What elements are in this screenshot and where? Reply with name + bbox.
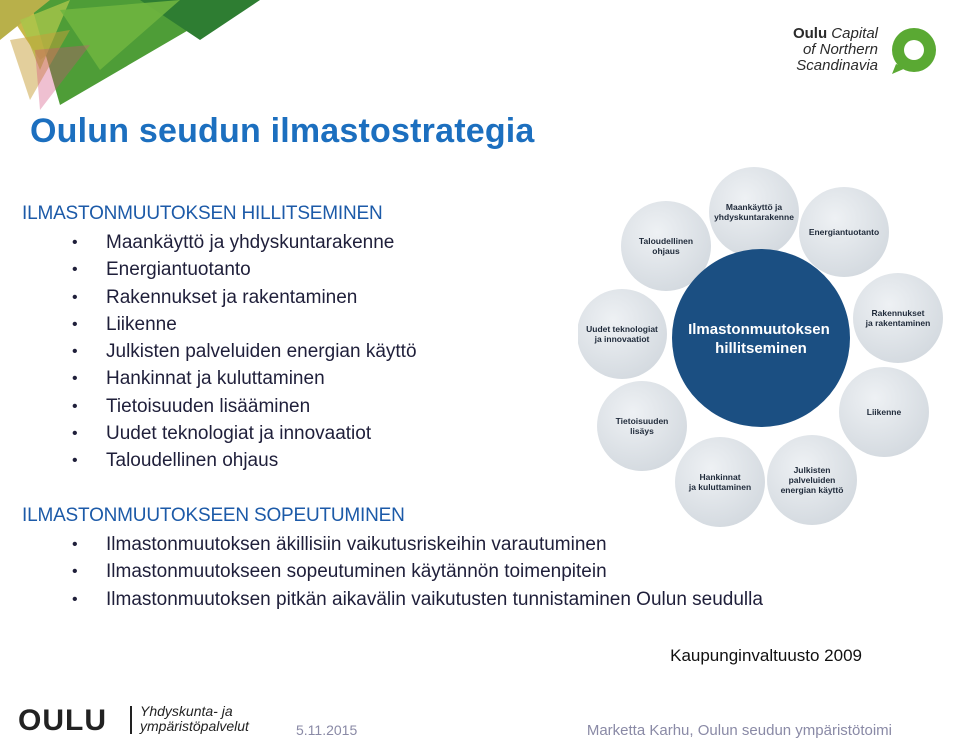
- logo-divider: [130, 706, 132, 734]
- diagram-node-label: Liikenne: [866, 407, 902, 417]
- list-item: • Ilmastonmuutoksen pitkän aikavälin vaikutusten tunnistaminen Oulun seudulla: [70, 586, 763, 613]
- decorative-corner-shapes: [0, 0, 300, 110]
- diagram-node-label: Tietoisuuden lisäys: [615, 416, 669, 436]
- list-item: • Uudet teknologiat ja innovaatiot: [70, 420, 417, 447]
- list-item: • Maankäyttö ja yhdyskuntarakenne: [70, 229, 417, 256]
- oulu-capital-logo: [780, 24, 940, 82]
- diagram-node: [839, 367, 929, 457]
- diagram-node: [799, 187, 889, 277]
- speech-bubble-logo-icon: [888, 26, 940, 76]
- list-item: • Energiantuotanto: [70, 256, 417, 283]
- diagram-node-label: Rakennukset ja rakentaminen: [865, 308, 931, 328]
- diagram-node: [853, 273, 943, 363]
- list-item: • Taloudellinen ohjaus: [70, 447, 417, 474]
- diagram-node: [578, 289, 667, 379]
- diagram-center-circle: [672, 249, 850, 427]
- diagram-node-label: Taloudellinen ohjaus: [638, 236, 694, 256]
- oulu-wordmark: OULU: [18, 704, 107, 737]
- logo-text: Oulu Capital of Northern Scandinavia: [792, 25, 878, 74]
- list-item: • Liikenne: [70, 311, 417, 338]
- adaptation-list: [70, 531, 763, 613]
- mitigation-list: [70, 229, 417, 475]
- adaptation-heading: ILMASTONMUUTOKSEEN SOPEUTUMINEN: [22, 505, 405, 526]
- diagram-node: [675, 437, 765, 527]
- diagram-node: [767, 435, 857, 525]
- diagram-node-label: Maankäyttö ja yhdyskuntarakenne: [714, 202, 794, 222]
- diagram-node-label: Uudet teknologiat ja innovaatiot: [586, 324, 658, 344]
- slide-author: Marketta Karhu, Oulun seudun ympäristötoimi: [586, 722, 892, 739]
- diagram-node: [597, 381, 687, 471]
- mitigation-diagram: [578, 160, 950, 530]
- diagram-node-label: Energiantuotanto: [808, 227, 880, 237]
- slide-date: 5.11.2015: [296, 722, 358, 738]
- diagram-node-label: Julkisten palveluiden energian käyttö: [780, 465, 844, 495]
- council-note: Kaupunginvaltuusto 2009: [670, 646, 862, 665]
- list-item: • Ilmastonmuutokseen sopeutuminen käytännön toimenpitein: [70, 558, 763, 585]
- oulu-footer-logo: [18, 700, 268, 740]
- diagram-node: [709, 167, 799, 257]
- department-name: Yhdyskunta- ja ympäristöpalvelut: [140, 703, 249, 734]
- list-item: • Rakennukset ja rakentaminen: [70, 284, 417, 311]
- mitigation-heading: ILMASTONMUUTOKSEN HILLITSEMINEN: [22, 203, 383, 224]
- list-item: • Ilmastonmuutoksen äkillisiin vaikutusriskeihin varautuminen: [70, 531, 763, 558]
- page-title: Oulun seudun ilmastostrategia: [30, 112, 535, 150]
- list-item: • Tietoisuuden lisääminen: [70, 393, 417, 420]
- list-item: • Hankinnat ja kuluttaminen: [70, 365, 417, 392]
- diagram-node-label: Hankinnat ja kuluttaminen: [688, 472, 752, 492]
- list-item: • Julkisten palveluiden energian käyttö: [70, 338, 417, 365]
- diagram-center-label: Ilmastonmuutoksen hillitseminen: [688, 321, 830, 357]
